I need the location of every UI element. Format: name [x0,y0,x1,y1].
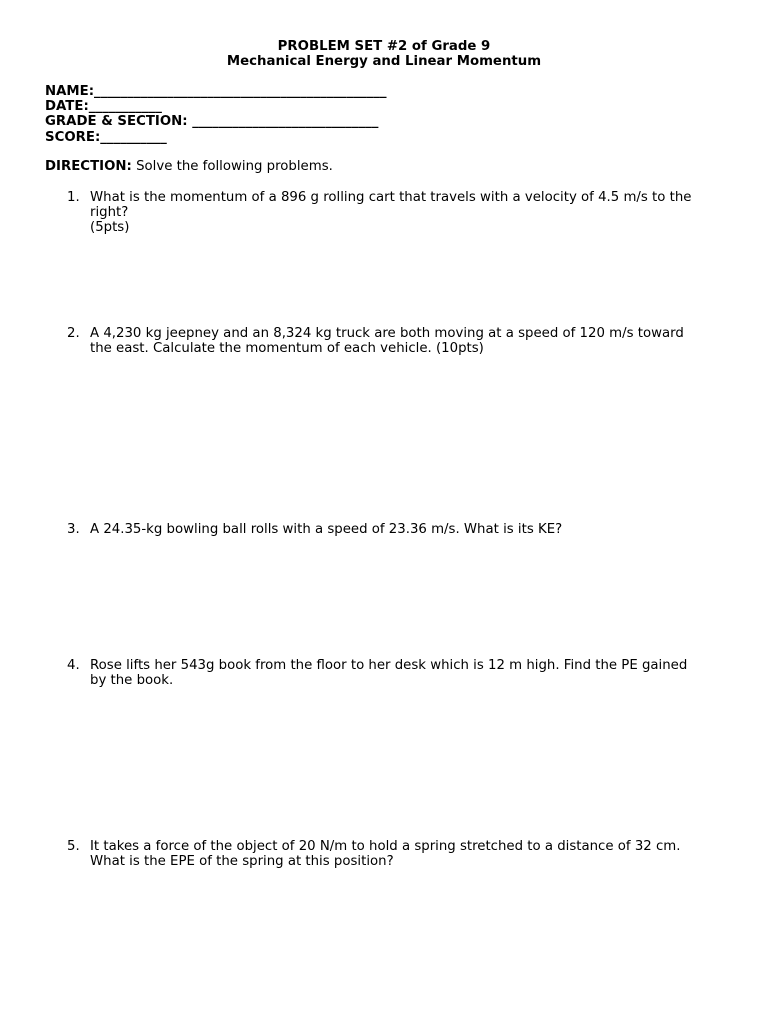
score-field: SCORE:__________ [45,130,167,145]
grade-section-field: GRADE & SECTION: ____________________________ [45,114,379,129]
problem-2-line-1: A 4,230 kg jeepney and an 8,324 kg truck are both moving at a speed of 120 m/s toward [90,326,684,341]
problem-1-line-2: right? [90,205,129,220]
direction-line [45,159,333,174]
problem-5-number: 5. [67,839,80,854]
problem-2-line-2: the east. Calculate the momentum of each vehicle. (10pts) [90,341,484,356]
document-subtitle: Mechanical Energy and Linear Momentum [226,54,542,69]
problem-5-text [90,839,725,869]
problem-3-number: 3. [67,522,80,537]
problem-4-line-1: Rose lifts her 543g book from the floor to her desk which is 12 m high. Find the PE gained [90,658,688,673]
name-field: NAME:____________________________________________ [45,84,387,99]
problem-3-text [90,522,725,537]
problem-5-line-2: What is the EPE of the spring at this position? [90,854,394,869]
problem-4-number: 4. [67,658,80,673]
problem-1-text [90,190,725,235]
date-field: DATE:___________ [45,99,162,114]
problem-4-text [90,658,725,688]
problem-4-line-2: by the book. [90,673,174,688]
problem-5-line-1: It takes a force of the object of 20 N/m to hold a spring stretched to a distance of 32 cm. [90,839,681,854]
direction-text: Solve the following problems. [131,159,333,174]
problem-2-text [90,326,725,356]
document-title: PROBLEM SET #2 of Grade 9 [277,39,491,54]
problem-1-line-1: What is the momentum of a 896 g rolling cart that travels with a velocity of 4.5 m/s to the [90,190,692,205]
direction-label: DIRECTION: [45,159,132,174]
problem-2-number: 2. [67,326,80,341]
problem-1-line-3: (5pts) [90,220,130,235]
problem-1-number: 1. [67,190,80,205]
problem-3-line-1: A 24.35-kg bowling ball rolls with a speed of 23.36 m/s. What is its KE? [90,522,563,537]
